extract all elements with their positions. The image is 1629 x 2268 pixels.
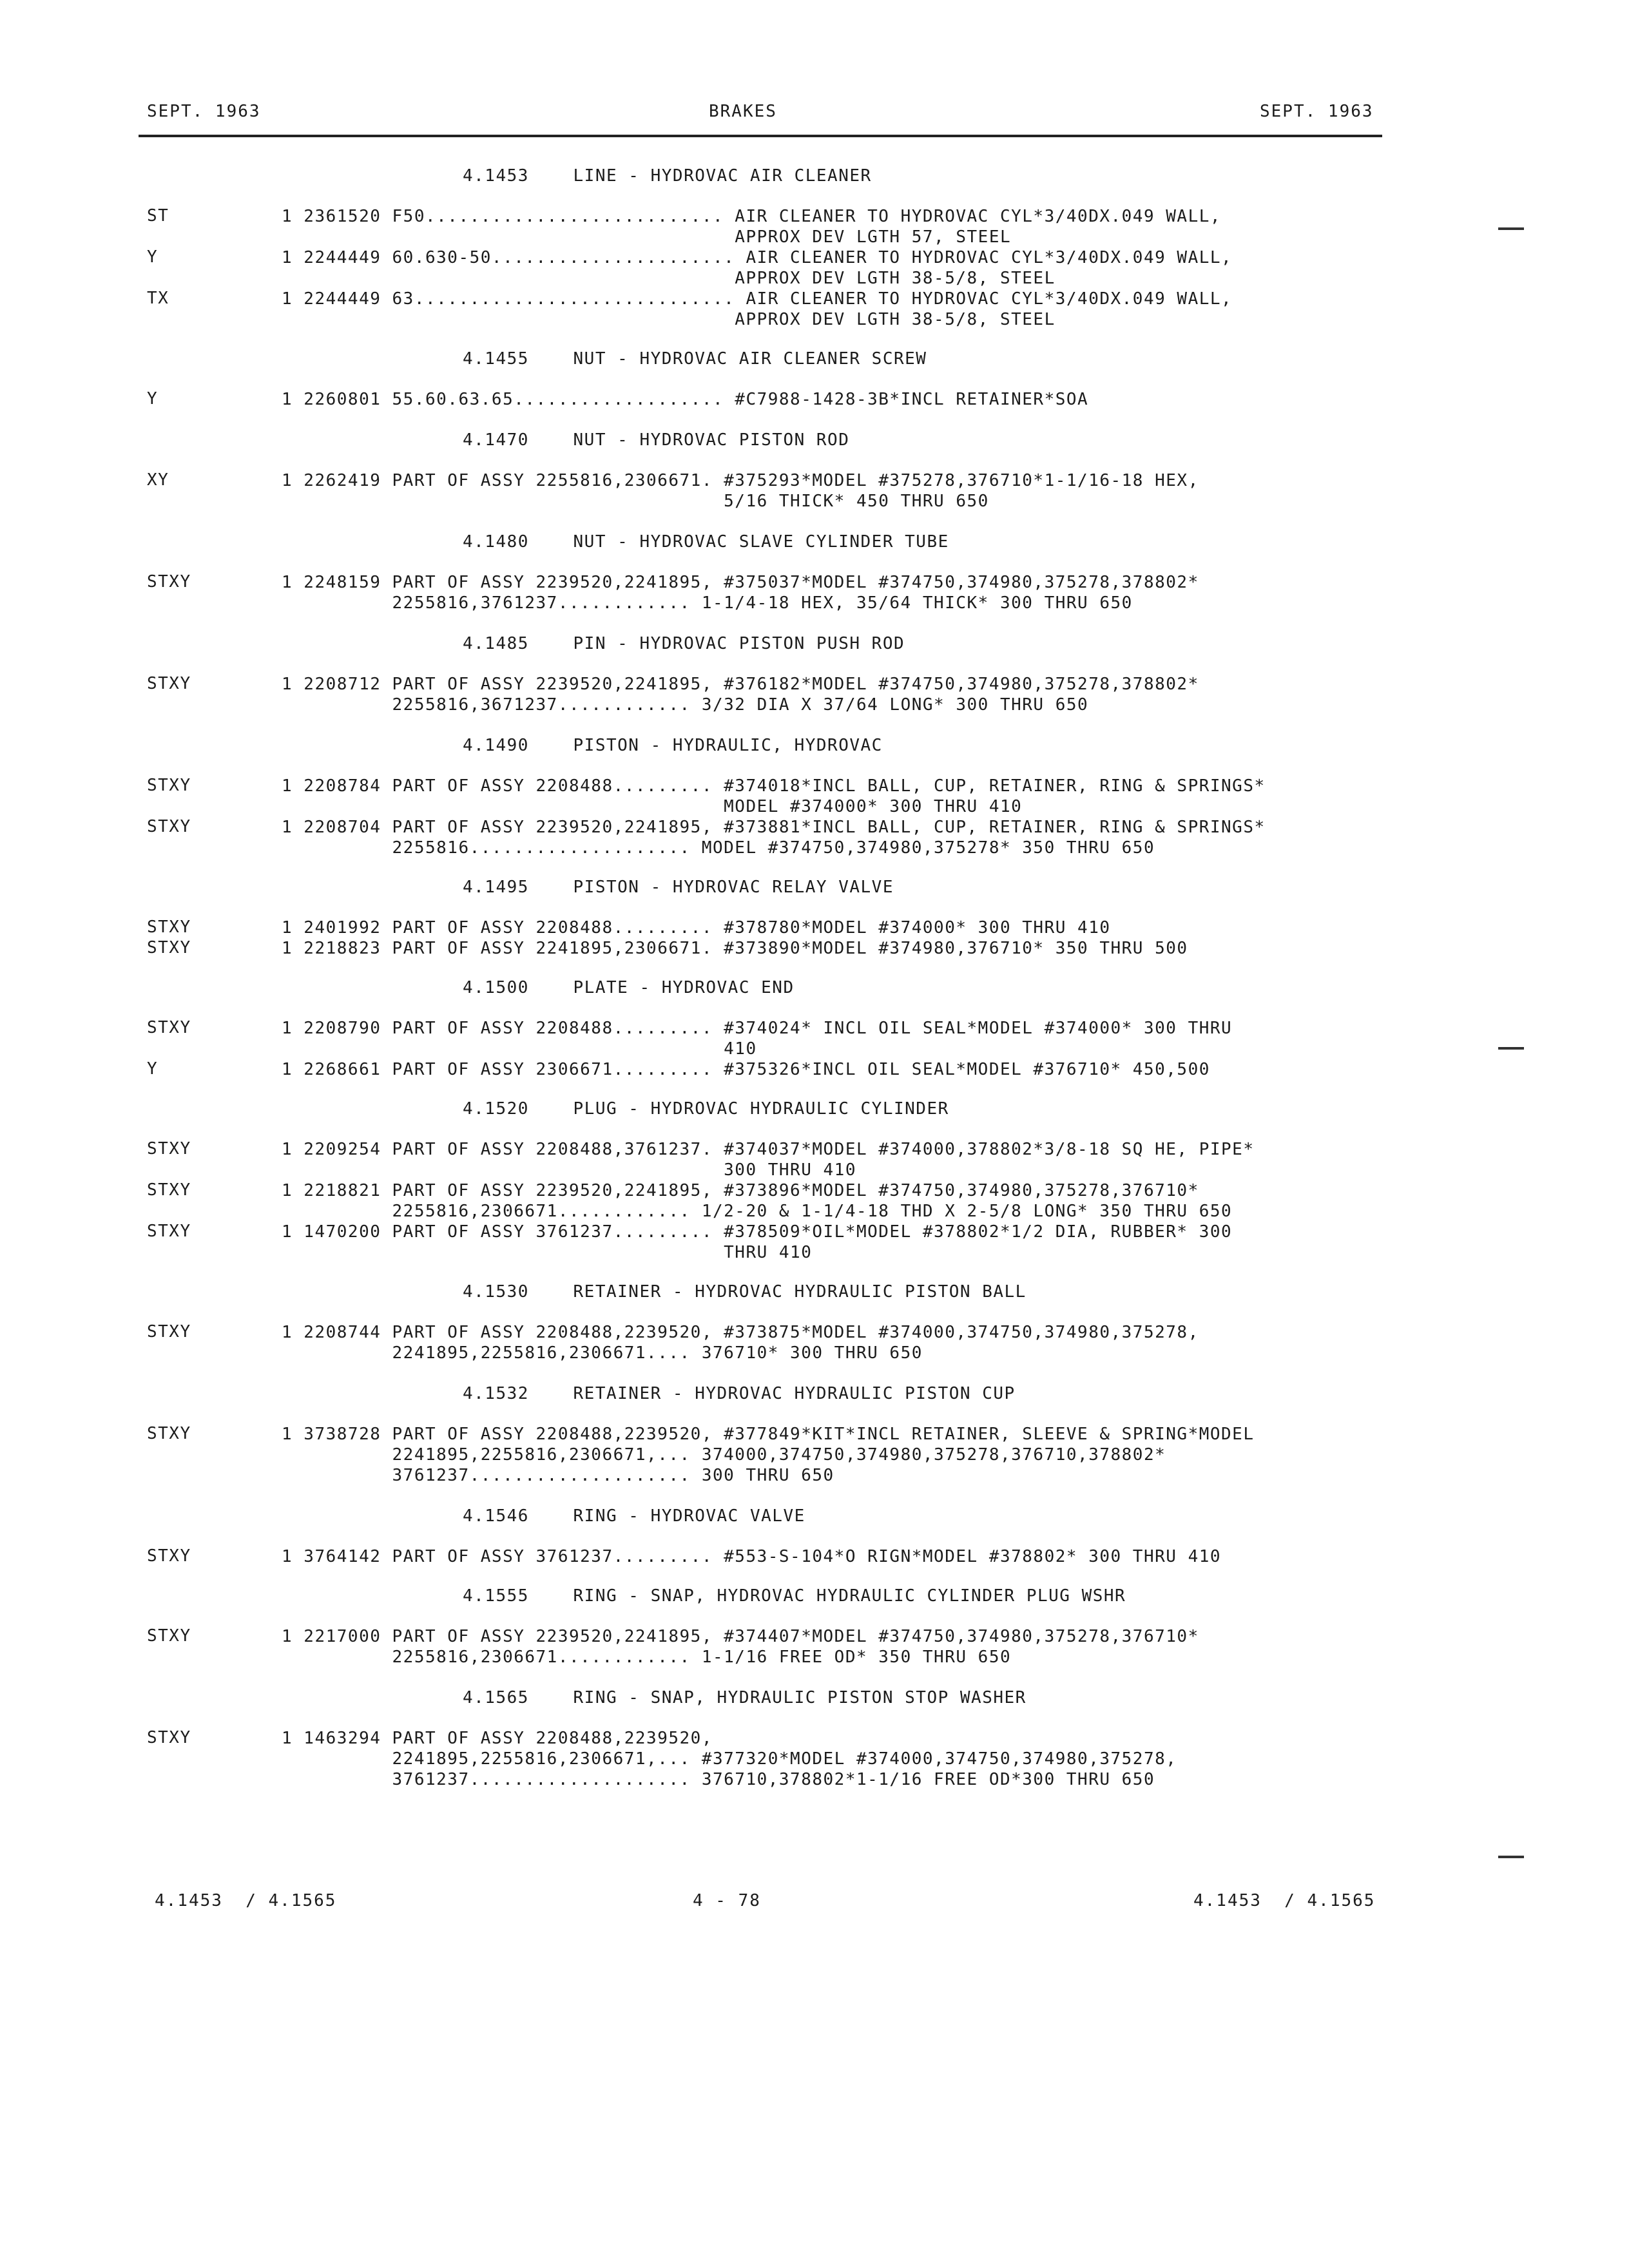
part-entry: 1 2208712 PART OF ASSY 2239520,2241895, #376182*MODEL #374750,374980,375278,378802* 2255816,3671237............ 3/32 DIA X 37/64 LONG* 300 THRU 650: [282, 675, 1199, 715]
model-code: STXY: [147, 1018, 191, 1037]
part-entry: 1 2209254 PART OF ASSY 2208488,3761237. #374037*MODEL #374000,378802*3/8-18 SQ HE, PIPE* 300 THRU 410: [282, 1140, 1255, 1180]
section-title: 4.1565 RING - SNAP, HYDRAULIC PISTON STOP WASHER: [463, 1688, 1027, 1707]
part-entry: 1 2208784 PART OF ASSY 2208488......... #374018*INCL BALL, CUP, RETAINER, RING & SPRINGS* MODEL #374000* 300 THRU 410: [282, 776, 1266, 816]
section-title: 4.1500 PLATE - HYDROVAC END: [463, 978, 795, 997]
model-code: XY: [147, 470, 169, 490]
section-title: 4.1520 PLUG - HYDROVAC HYDRAULIC CYLINDER: [463, 1099, 949, 1119]
model-code: STXY: [147, 1180, 191, 1200]
section-title: 4.1455 NUT - HYDROVAC AIR CLEANER SCREW: [463, 349, 927, 369]
model-code: STXY: [147, 1728, 191, 1747]
part-entry: 1 2244449 63............................. AIR CLEANER TO HYDROVAC CYL*3/40DX.049 WALL, APPROX DEV LGTH 38-5/8, STEEL: [282, 289, 1233, 329]
part-entry: 1 2208790 PART OF ASSY 2208488......... #374024* INCL OIL SEAL*MODEL #374000* 300 THRU 410: [282, 1019, 1233, 1059]
part-entry: 1 2208704 PART OF ASSY 2239520,2241895, #373881*INCL BALL, CUP, RETAINER, RING & SPRINGS* 2255816.................... MODEL #374750,374980,375278* 350 THRU 650: [282, 818, 1266, 858]
part-entry: 1 2401992 PART OF ASSY 2208488......... #378780*MODEL #374000* 300 THRU 410: [282, 918, 1111, 937]
model-code: STXY: [147, 1546, 191, 1566]
part-entry: 1 3738728 PART OF ASSY 2208488,2239520, #377849*KIT*INCL RETAINER, SLEEVE & SPRING*MODEL 2241895,2255816,2306671,... 374000,374750,374980,375278,376710,378802* 3761237.................... 300 THRU 650: [282, 1425, 1255, 1485]
model-code: STXY: [147, 572, 191, 591]
part-entry: 1 2260801 55.60.63.65................... #C7988-1428-3B*INCL RETAINER*SOA: [282, 390, 1089, 409]
model-code: STXY: [147, 938, 191, 957]
model-code: ST: [147, 206, 169, 226]
part-entry: 1 1463294 PART OF ASSY 2208488,2239520, 2241895,2255816,2306671,... #377320*MODEL #374000,374750,374980,375278, 3761237.................... 376710,378802*1-1/16 FREE OD*300 THRU 650: [282, 1729, 1177, 1789]
model-code: Y: [147, 1059, 159, 1079]
model-code: Y: [147, 389, 159, 408]
part-entry: 1 3764142 PART OF ASSY 3761237......... #553-S-104*O RIGN*MODEL #378802* 300 THRU 410: [282, 1547, 1222, 1566]
part-entry: 1 2248159 PART OF ASSY 2239520,2241895, #375037*MODEL #374750,374980,375278,378802* 2255816,3761237............ 1-1/4-18 HEX, 35/64 THICK* 300 THRU 650: [282, 573, 1199, 613]
margin-mark: [1498, 1047, 1524, 1050]
part-entry: 1 2208744 PART OF ASSY 2208488,2239520, #373875*MODEL #374000,374750,374980,375278, 2241895,2255816,2306671.... 376710* 300 THRU 650: [282, 1323, 1199, 1363]
model-code: STXY: [147, 1424, 191, 1443]
part-entry: 1 2268661 PART OF ASSY 2306671......... #375326*INCL OIL SEAL*MODEL #376710* 450,500: [282, 1060, 1210, 1079]
model-code: TX: [147, 289, 169, 308]
section-title: 4.1485 PIN - HYDROVAC PISTON PUSH ROD: [463, 634, 905, 653]
header-rule: [139, 135, 1382, 137]
model-code: STXY: [147, 1222, 191, 1241]
model-code: STXY: [147, 918, 191, 937]
header-date-left: SEPT. 1963: [147, 102, 261, 121]
section-title: 4.1480 NUT - HYDROVAC SLAVE CYLINDER TUBE: [463, 532, 949, 552]
section-title: 4.1470 NUT - HYDROVAC PISTON ROD: [463, 430, 850, 450]
model-code: Y: [147, 247, 159, 267]
model-code: STXY: [147, 1139, 191, 1158]
part-entry: 1 2262419 PART OF ASSY 2255816,2306671. #375293*MODEL #375278,376710*1-1/16-18 HEX, 5/16 THICK* 450 THRU 650: [282, 471, 1199, 511]
section-title: 4.1532 RETAINER - HYDROVAC HYDRAULIC PISTON CUP: [463, 1384, 1016, 1403]
model-code: STXY: [147, 1626, 191, 1646]
part-entry: 1 2218821 PART OF ASSY 2239520,2241895, #373896*MODEL #374750,374980,375278,376710* 2255816,2306671............ 1/2-20 & 1-1/4-18 THD X 2-5/8 LONG* 350 THRU 650: [282, 1181, 1233, 1221]
model-code: STXY: [147, 817, 191, 836]
margin-mark: [1498, 227, 1524, 230]
page-number: 4 - 78: [693, 1891, 761, 1910]
section-title: 4.1546 RING - HYDROVAC VALVE: [463, 1506, 805, 1526]
part-entry: 1 2361520 F50........................... AIR CLEANER TO HYDROVAC CYL*3/40DX.049 WALL, APPROX DEV LGTH 57, STEEL: [282, 207, 1222, 247]
section-title: 4.1555 RING - SNAP, HYDROVAC HYDRAULIC CYLINDER PLUG WSHR: [463, 1586, 1126, 1606]
model-code: STXY: [147, 776, 191, 795]
section-title: 4.1530 RETAINER - HYDROVAC HYDRAULIC PISTON BALL: [463, 1282, 1027, 1302]
model-code: STXY: [147, 674, 191, 693]
margin-mark: [1498, 1856, 1524, 1858]
part-entry: 1 2244449 60.630-50...................... AIR CLEANER TO HYDROVAC CYL*3/40DX.049 WALL, APPROX DEV LGTH 38-5/8, STEEL: [282, 248, 1233, 288]
model-code: STXY: [147, 1322, 191, 1341]
part-entry: 1 2217000 PART OF ASSY 2239520,2241895, #374407*MODEL #374750,374980,375278,376710* 2255816,2306671............ 1-1/16 FREE OD* 350 THRU 650: [282, 1627, 1199, 1667]
footer-range-left: 4.1453 / 4.1565: [155, 1891, 337, 1910]
header-title: BRAKES: [709, 102, 777, 121]
section-title: 4.1495 PISTON - HYDROVAC RELAY VALVE: [463, 878, 894, 897]
part-entry: 1 1470200 PART OF ASSY 3761237......... #378509*OIL*MODEL #378802*1/2 DIA, RUBBER* 300 THRU 410: [282, 1222, 1233, 1262]
footer-range-right: 4.1453 / 4.1565: [1193, 1891, 1376, 1910]
part-entry: 1 2218823 PART OF ASSY 2241895,2306671. #373890*MODEL #374980,376710* 350 THRU 500: [282, 939, 1188, 958]
section-title: 4.1490 PISTON - HYDRAULIC, HYDROVAC: [463, 736, 883, 755]
section-title: 4.1453 LINE - HYDROVAC AIR CLEANER: [463, 166, 872, 186]
header-date-right: SEPT. 1963: [1260, 102, 1374, 121]
